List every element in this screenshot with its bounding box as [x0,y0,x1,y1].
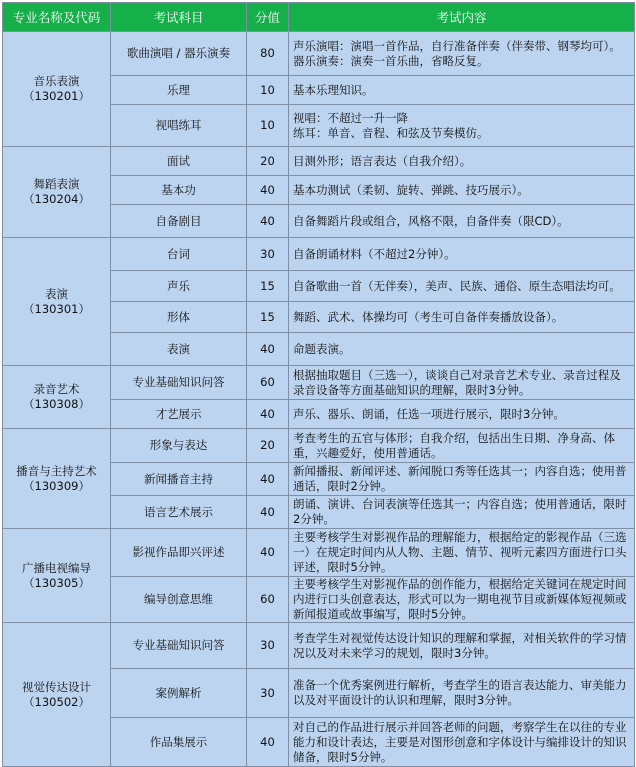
table-header-row [3,3,635,32]
content-cell [289,271,635,302]
major-cell [3,623,111,767]
content-line: 声乐演唱：演唱一首作品，自行准备伴奏（伴奏带、钢琴均可）。 [293,38,621,53]
content-cell [289,400,635,429]
score-cell: 40 [247,205,289,238]
content-line: 准备一个优秀案例进行解析，考查学生的语言表达能力、审美能力以及对平面设计的认识和理解，限时3分钟。 [293,678,627,707]
content-line: 考查学生对视觉传达设计知识的理解和掌握，对相关软件的学习情况以及对未来学习的规划，限时3分钟。 [293,630,627,660]
content-line: 声乐、器乐、朗诵，任选一项进行展示，限时3分钟。 [293,406,565,421]
major-name: 录音艺术 [33,382,80,396]
major-code: （130204） [23,192,90,206]
major-code: （130201） [23,89,90,103]
major-cell [3,147,111,238]
header-subject: 考试科目 [111,3,247,32]
content-cell [289,105,635,147]
score-cell: 60 [247,366,289,400]
subject-cell: 面试 [111,147,247,176]
subject-cell: 才艺展示 [111,400,247,429]
major-code: （130301） [23,301,90,316]
header-score: 分值 [247,3,289,32]
subject-cell: 形体 [111,302,247,333]
subject-cell: 语言艺术展示 [111,496,247,529]
content-cell [289,147,635,176]
content-line: 主要考核学生对影视作品的创作能力，根据给定关键词在规定时间内进行口头创意表达，形式可以为一期电视节目或新媒体短视频或新闻报道或故事编写，限时5分钟。 [293,577,627,621]
content-line: 目测外形；语言表达（自我介绍）。 [293,153,472,168]
subject-cell: 基本功 [111,176,247,205]
content-cell [289,577,635,623]
major-name: 视觉传达设计 [22,679,91,694]
table-row [3,623,635,669]
major-cell [3,32,111,147]
score-cell: 60 [247,577,289,623]
content-line: 器乐演奏：演奏一首乐曲，省略反复。 [293,53,489,68]
content-line: 根据抽取题目（三选一），谈谈自己对录音艺术专业、录音过程及录音设备等方面基础知识的理解，限时3分钟。 [293,367,621,397]
subject-cell: 表演 [111,333,247,366]
major-code: （130305） [23,575,90,590]
content-line: 自备歌曲一首（无伴奏），美声、民族、通俗、原生态唱法均可。 [293,278,621,293]
table-body [3,32,635,767]
header-content: 考试内容 [289,3,635,32]
content-cell [289,32,635,76]
content-cell [289,302,635,333]
table-row [3,366,635,400]
score-cell: 80 [247,32,289,76]
score-cell: 10 [247,76,289,105]
content-cell [289,176,635,205]
score-cell: 40 [247,333,289,366]
major-code: （130502） [23,694,90,709]
table-row [3,429,635,463]
exam-table [2,2,635,767]
content-cell [289,366,635,400]
table-row [3,32,635,76]
content-line: 主要考核学生对影视作品的理解能力，根据给定的影视作品（三选一）在规定时间内从人物、主题、情节、视听元素四方面进行口头评述，限时5分钟。 [293,530,627,574]
content-line: 视唱：不超过一升一降 [293,110,408,125]
content-line: 自备舞蹈片段或组合，风格不限，自备伴奏（限CD）。 [293,213,569,228]
score-cell: 40 [247,463,289,496]
score-cell: 40 [247,400,289,429]
content-cell [289,718,635,767]
content-cell [289,333,635,366]
content-line: 自备朗诵材料（不超过2分钟）。 [293,246,456,261]
major-cell [3,529,111,623]
score-cell: 40 [247,529,289,577]
major-cell [3,238,111,366]
content-line: 朗诵、演讲、台词表演等任选其一；内容自选；使用普通话，限时2分钟。 [293,497,627,526]
score-cell: 15 [247,271,289,302]
score-cell: 40 [247,496,289,529]
major-cell [3,429,111,529]
content-line: 舞蹈、武术、体操均可（考生可自备伴奏播放设备）。 [293,309,564,324]
score-cell: 40 [247,176,289,205]
content-cell [289,205,635,238]
subject-cell: 歌曲演唱 / 器乐演奏 [111,32,247,76]
subject-cell: 视唱练耳 [111,105,247,147]
content-line: 对自己的作品进行展示并回答老师的问题，考察学生在以往的专业能力和设计表达，主要是对图形创意和字体设计与编排设计的知识储备，限时5分钟。 [293,719,627,764]
subject-cell: 影视作品即兴评述 [111,529,247,577]
content-line: 基本功测试（柔韧、旋转、弹跳、技巧展示）。 [293,182,529,197]
content-cell [289,429,635,463]
header-major: 专业名称及代码 [3,3,111,32]
content-cell [289,529,635,577]
table-row [3,238,635,271]
score-cell: 30 [247,238,289,271]
subject-cell: 案例解析 [111,669,247,718]
major-name: 广播电视编导 [22,560,91,575]
content-cell [289,623,635,669]
table-row [3,529,635,577]
subject-cell: 新闻播音主持 [111,463,247,496]
score-cell: 20 [247,429,289,463]
content-line: 命题表演。 [293,341,351,356]
major-code: （130308） [23,397,90,411]
content-cell [289,669,635,718]
subject-cell: 专业基础知识问答 [111,623,247,669]
score-cell: 40 [247,718,289,767]
content-cell [289,76,635,105]
content-line: 基本乐理知识。 [293,82,374,97]
content-line: 考查考生的五官与体形；自我介绍，包括出生日期、净身高、体重，兴趣爱好，使用普通话。 [293,430,615,460]
content-line: 练耳：单音、音程、和弦及节奏模仿。 [293,125,489,140]
score-cell: 20 [247,147,289,176]
major-cell [3,366,111,429]
content-cell [289,496,635,529]
score-cell: 10 [247,105,289,147]
table-row [3,147,635,176]
subject-cell: 台词 [111,238,247,271]
score-cell: 30 [247,669,289,718]
major-name: 播音与主持艺术 [16,463,97,478]
subject-cell: 自备剧目 [111,205,247,238]
content-cell [289,463,635,496]
major-name: 音乐表演 [33,74,80,88]
score-cell: 15 [247,302,289,333]
content-line: 新闻播报、新闻评述、新闻脱口秀等任选其一；内容自选；使用普通话，限时2分钟。 [293,464,627,493]
major-code: （130309） [23,478,90,493]
subject-cell: 声乐 [111,271,247,302]
subject-cell: 专业基础知识问答 [111,366,247,400]
subject-cell: 作品集展示 [111,718,247,767]
major-name: 表演 [45,286,68,301]
score-cell: 30 [247,623,289,669]
major-name: 舞蹈表演 [33,177,80,191]
subject-cell: 形象与表达 [111,429,247,463]
subject-cell: 乐理 [111,76,247,105]
subject-cell: 编导创意思维 [111,577,247,623]
content-cell [289,238,635,271]
